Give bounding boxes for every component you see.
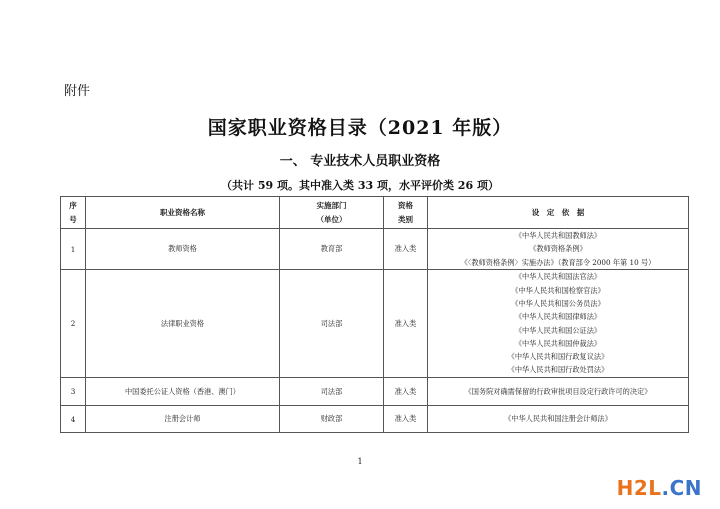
table-row — [61, 378, 689, 406]
row-type: 准入类 — [384, 229, 428, 270]
row-name: 注册会计师 — [86, 406, 280, 433]
header-seq: 序 号 — [61, 197, 86, 229]
site-watermark-logo — [617, 476, 702, 500]
summary-count: （共计 59 项。其中准入类 33 项，水平评价类 26 项） — [221, 179, 499, 192]
row-dept: 司法部 — [280, 270, 384, 378]
row-basis: 《中华人民共和国法官法》 《中华人民共和国检察官法》 《中华人民共和国公务员法》 《中华人民共和国律师法》 《中华人民共和国公证法》 《中华人民共和国仲裁法》 《中华人民共和国行政复议法》 《中华人民共和国行政处罚法》 — [428, 270, 689, 378]
row-dept: 司法部 — [280, 378, 384, 406]
table-row — [61, 406, 689, 433]
header-dept: 实施部门 （单位） — [280, 197, 384, 229]
watermark-part-2: .CN — [661, 476, 702, 500]
row-type: 准入类 — [384, 270, 428, 378]
table-row — [61, 270, 689, 378]
row-basis: 《中华人民共和国教师法》 《教师资格条例》 《〈教师资格条例〉实施办法》（教育部令 2000 年第 10 号） — [428, 229, 689, 270]
row-seq: 4 — [61, 406, 86, 433]
row-basis: 《国务院对确需保留的行政审批项目设定行政许可的决定》 — [428, 378, 689, 406]
row-seq: 2 — [61, 270, 86, 378]
row-seq: 1 — [61, 229, 86, 270]
header-type: 资格 类别 — [384, 197, 428, 229]
header-basis: 设 定 依 据 — [428, 197, 689, 229]
row-type: 准入类 — [384, 378, 428, 406]
row-name: 中国委托公证人资格（香港、澳门） — [86, 378, 280, 406]
header-name: 职业资格名称 — [86, 197, 280, 229]
row-seq: 3 — [61, 378, 86, 406]
page-number: 1 — [357, 457, 363, 466]
document-title: 国家职业资格目录（2021 年版） — [207, 117, 513, 139]
table-row — [61, 229, 689, 270]
qualification-table — [60, 196, 689, 433]
section-title: 一、 专业技术人员职业资格 — [279, 154, 441, 169]
row-type: 准入类 — [384, 406, 428, 433]
row-name: 法律职业资格 — [86, 270, 280, 378]
row-basis: 《中华人民共和国注册会计师法》 — [428, 406, 689, 433]
row-dept: 财政部 — [280, 406, 384, 433]
attachment-label: 附件 — [64, 84, 91, 99]
watermark-part-1: H2L — [616, 476, 662, 500]
row-dept: 教育部 — [280, 229, 384, 270]
row-name: 教师资格 — [86, 229, 280, 270]
table-header-row — [61, 197, 689, 229]
